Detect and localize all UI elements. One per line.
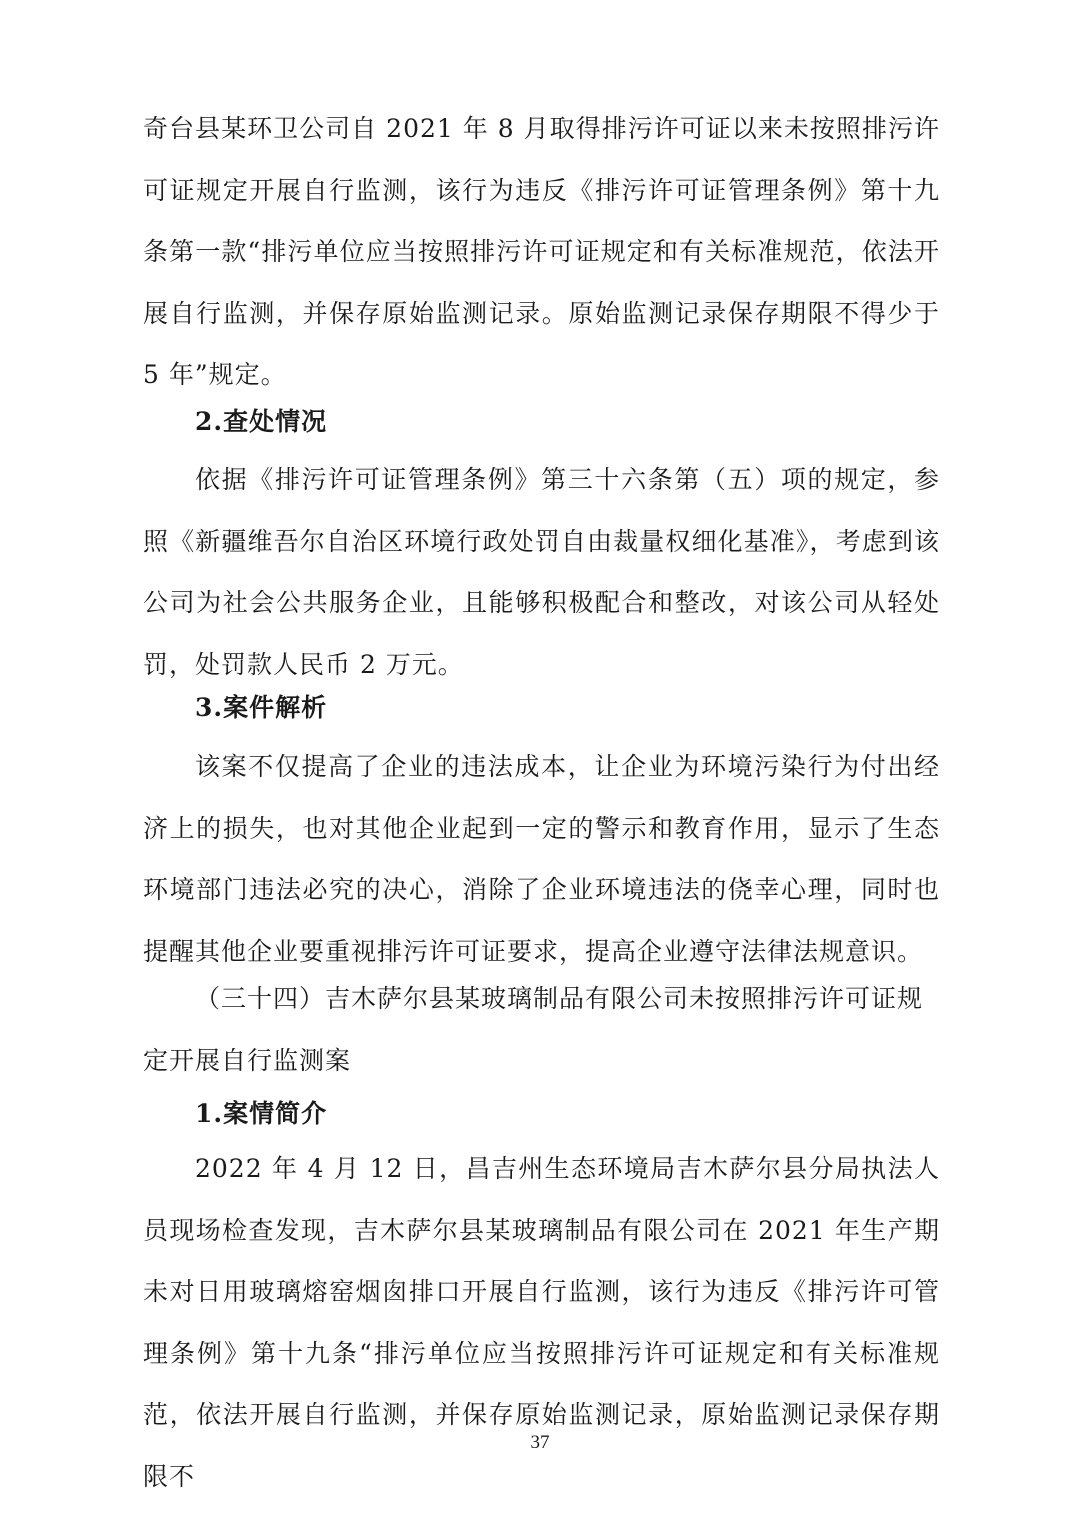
page-number: 37 <box>530 1432 550 1453</box>
paragraph-case-description: 奇台县某环卫公司自 2021 年 8 月取得排污许可证以来未按照排污许可证规定开展自行监测，该行为违反《排污许可证管理条例》第十九条第一款“排污单位应当按照排污许可证规定和有关标准规范，依法开展自行监测，并保存原始监测记录。原始监测记录保存期限不得少于 5 年”规定。 <box>143 114 940 389</box>
section-heading-investigation: 2.查处情况 <box>195 407 328 436</box>
case-title: （三十四）吉木萨尔县某玻璃制品有限公司未按照排污许可证规定开展自行监测案 <box>143 984 924 1075</box>
paragraph-analysis: 该案不仅提高了企业的违法成本，让企业为环境污染行为付出经济上的损失，也对其他企业起到一定的警示和教育作用，显示了生态环境部门违法必究的决心，消除了企业环境违法的侥幸心理，同时也提醒其他企业要重视排污许可证要求，提高企业遵守法律法规意识。 <box>143 752 940 966</box>
paragraph-case-summary: 2022 年 4 月 12 日，昌吉州生态环境局吉木萨尔县分局执法人员现场检查发现，吉木萨尔县某玻璃制品有限公司在 2021 年生产期未对日用玻璃熔窑烟囱排口开展自行监测，该行为违反《排污许可管理条例》第十九条“排污单位应当按照排污许可证规定和有关标准规范，依法开展自行监测，并保存原始监测记录，原始监测记录保存期限不 <box>143 1154 940 1491</box>
section-heading-case-summary: 1.案情简介 <box>195 1099 328 1128</box>
section-heading-analysis: 3.案件解析 <box>195 693 328 722</box>
paragraph-investigation: 依据《排污许可证管理条例》第三十六条第（五）项的规定，参照《新疆维吾尔自治区环境行政处罚自由裁量权细化基准》，考虑到该公司为社会公共服务企业，且能够积极配合和整改，对该公司从轻处罚，处罚款人民币 2 万元。 <box>143 465 940 679</box>
